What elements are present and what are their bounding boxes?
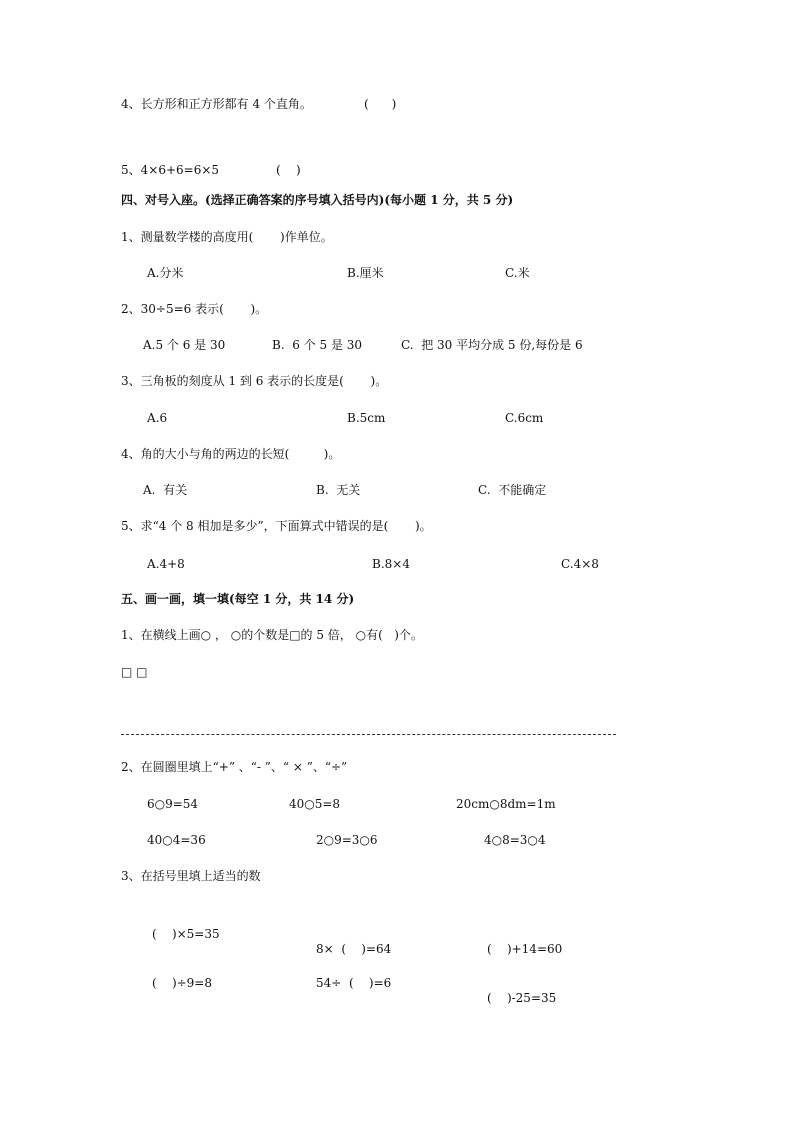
q5-2-item[interactable]: 40○4=36 [147, 833, 206, 847]
q4-4-stem: 4、角的大小与角的两边的长短( )。 [121, 447, 341, 461]
q5-3-item[interactable]: ( )-25=35 [487, 991, 557, 1005]
q5-3-item[interactable]: 54÷ ( )=6 [316, 976, 392, 990]
q5-3-item[interactable]: ( )+14=60 [487, 942, 563, 956]
q4-1-option-c[interactable]: C.米 [505, 266, 530, 280]
q3-5-text: 5、4×6+6=6×5 [121, 163, 220, 177]
q4-1-option-a[interactable]: A.分米 [147, 266, 184, 280]
q4-5-option-c[interactable]: C.4×8 [561, 557, 599, 571]
q4-2-option-c[interactable]: C. 把 30 平均分成 5 份,每份是 6 [401, 338, 583, 352]
q4-3-option-a[interactable]: A.6 [147, 411, 168, 425]
q5-2-item[interactable]: 2○9=3○6 [316, 833, 378, 847]
q4-1-stem: 1、测量数学楼的高度用( )作单位。 [121, 230, 333, 244]
q5-3-stem: 3、在括号里填上适当的数 [121, 869, 261, 883]
q5-2-item[interactable]: 20cm○8dm=1m [456, 797, 556, 811]
q5-1-squares: □ □ [121, 665, 148, 679]
q5-2-stem: 2、在圆圈里填上“+” 、“- ”、“ × ”、“÷” [121, 760, 348, 774]
q4-5-stem: 5、求“4 个 8 相加是多少”，下面算式中错误的是( )。 [121, 519, 432, 533]
q4-2-option-b[interactable]: B. 6 个 5 是 30 [272, 338, 363, 352]
q4-2-option-a[interactable]: A.5 个 6 是 30 [143, 338, 226, 352]
q4-4-option-b[interactable]: B. 无关 [316, 483, 361, 497]
q4-4-option-c[interactable]: C. 不能确定 [478, 483, 547, 497]
drawing-line[interactable] [121, 734, 616, 735]
q4-2-stem: 2、30÷5=6 表示( )。 [121, 302, 268, 316]
q5-2-item[interactable]: 40○5=8 [289, 797, 341, 811]
q4-3-option-c[interactable]: C.6cm [505, 411, 544, 425]
section-4-heading: 四、对号入座。(选择正确答案的序号填入括号内)(每小题 1 分，共 5 分) [121, 193, 514, 207]
q3-4-text: 4、长方形和正方形都有 4 个直角。 [121, 97, 312, 111]
section-5-heading: 五、画一画，填一填(每空 1 分，共 14 分) [121, 592, 355, 606]
q4-4-option-a[interactable]: A. 有关 [143, 483, 188, 497]
q3-5-blank[interactable]: ( ) [276, 163, 301, 177]
q4-3-stem: 3、三角板的刻度从 1 到 6 表示的长度是( )。 [121, 374, 388, 388]
q5-3-item[interactable]: ( )×5=35 [152, 927, 220, 941]
q5-1-stem: 1、在横线上画○ ， ○的个数是□的 5 倍， ○有( )个。 [121, 628, 423, 642]
q4-3-option-b[interactable]: B.5cm [347, 411, 386, 425]
q5-2-item[interactable]: 6○9=54 [147, 797, 199, 811]
q5-2-item[interactable]: 4○8=3○4 [484, 833, 546, 847]
q4-5-option-b[interactable]: B.8×4 [372, 557, 410, 571]
q5-3-item[interactable]: ( )÷9=8 [152, 976, 212, 990]
q4-1-option-b[interactable]: B.厘米 [347, 266, 384, 280]
q3-4-blank[interactable]: ( ) [364, 97, 397, 111]
q5-3-item[interactable]: 8× ( )=64 [316, 942, 392, 956]
q4-5-option-a[interactable]: A.4+8 [147, 557, 185, 571]
